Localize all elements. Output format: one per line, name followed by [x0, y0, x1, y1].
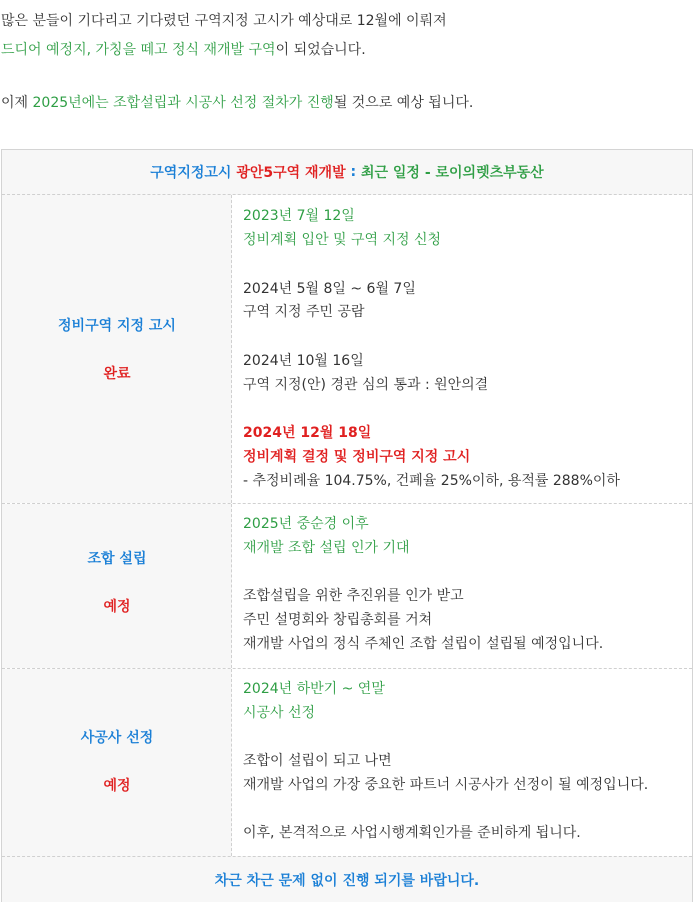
table-row — [2, 195, 692, 503]
item-desc: 정비계획 결정 및 정비구역 지정 고시 — [243, 449, 471, 465]
item-date: 2024년 5월 8일 ~ 6월 7일 — [243, 281, 416, 297]
row-status: 예정 — [103, 599, 131, 615]
row-status: 완료 — [103, 366, 131, 382]
item-date: 2024년 10월 16일 — [243, 353, 364, 369]
header-part-1: 구역지정고시 — [150, 165, 232, 181]
intro-line-3 — [1, 93, 473, 113]
row-detail-cell — [233, 504, 692, 668]
item-date: 2025년 중순경 이후 — [243, 516, 369, 532]
footer-text: 차근 차근 문제 없이 진행 되기를 바랍니다. — [214, 872, 480, 889]
item-body: 조합이 설립이 되고 나면 — [243, 753, 392, 769]
item-body: 재개발 사업의 정식 주체인 조합 설립이 설립될 예정입니다. — [243, 636, 604, 652]
item-date: 2024년 12월 18일 — [243, 425, 372, 441]
row-label-cell — [2, 669, 232, 856]
table-row — [2, 669, 692, 856]
item-date: 2023년 7월 12일 — [243, 208, 355, 224]
table-header — [2, 150, 692, 195]
intro-line-1: 많은 분들이 기다리고 기다렸던 구역지정 고시가 예상대로 12월에 이뤄져 — [1, 13, 447, 29]
row-detail-cell — [233, 195, 692, 503]
row-title: 정비구역 지정 고시 — [58, 318, 176, 334]
item-desc: 구역 지정(안) 경관 심의 통과 : 원안의결 — [243, 377, 489, 393]
intro-line-2-rest: 이 되었습니다. — [275, 42, 366, 58]
item-desc: 시공사 선정 — [243, 705, 316, 721]
intro-line-3-rest: 될 것으로 예상 됩니다. — [333, 95, 474, 111]
item-date: 2024년 하반기 ~ 연말 — [243, 681, 385, 697]
item-extra: - 추정비례율 104.75%, 건폐율 25%이하, 용적률 288%이하 — [243, 473, 620, 489]
intro-line-3-start: 이제 — [1, 95, 33, 111]
item-body: 재개발 사업의 가장 중요한 파트너 시공사가 선정이 될 예정입니다. — [243, 777, 649, 793]
item-desc: 재개발 조합 설립 인가 기대 — [243, 540, 410, 556]
row-label-cell — [2, 504, 232, 668]
item-desc: 구역 지정 주민 공람 — [243, 304, 365, 320]
item-body: 조합설립을 위한 추진위를 인가 받고 — [243, 588, 464, 604]
table-footer — [2, 856, 692, 902]
intro-line-2 — [1, 40, 366, 60]
intro-line-2-highlight: 드디어 예정지, 가칭을 떼고 정식 재개발 구역 — [1, 42, 276, 58]
header-part-2: 광안5구역 재개발 — [236, 165, 346, 181]
row-label-cell — [2, 195, 232, 503]
header-part-4: 최근 일정 - 로이의렛츠부동산 — [360, 165, 544, 181]
row-title: 조합 설립 — [87, 551, 147, 567]
item-desc: 정비계획 입안 및 구역 지정 신청 — [243, 232, 442, 248]
item-body: 이후, 본격적으로 사업시행계획인가를 준비하게 됩니다. — [243, 825, 581, 841]
item-body: 주민 설명회와 창립총회를 거쳐 — [243, 612, 433, 628]
row-status: 예정 — [103, 778, 131, 794]
intro-line-3-highlight: 2025년에는 조합설립과 시공사 선정 절차가 진행 — [32, 95, 334, 111]
row-detail-cell — [233, 669, 692, 856]
header-part-3: : — [350, 164, 357, 180]
schedule-table — [1, 149, 693, 902]
row-title: 사공사 선정 — [80, 730, 154, 746]
table-row — [2, 504, 692, 668]
